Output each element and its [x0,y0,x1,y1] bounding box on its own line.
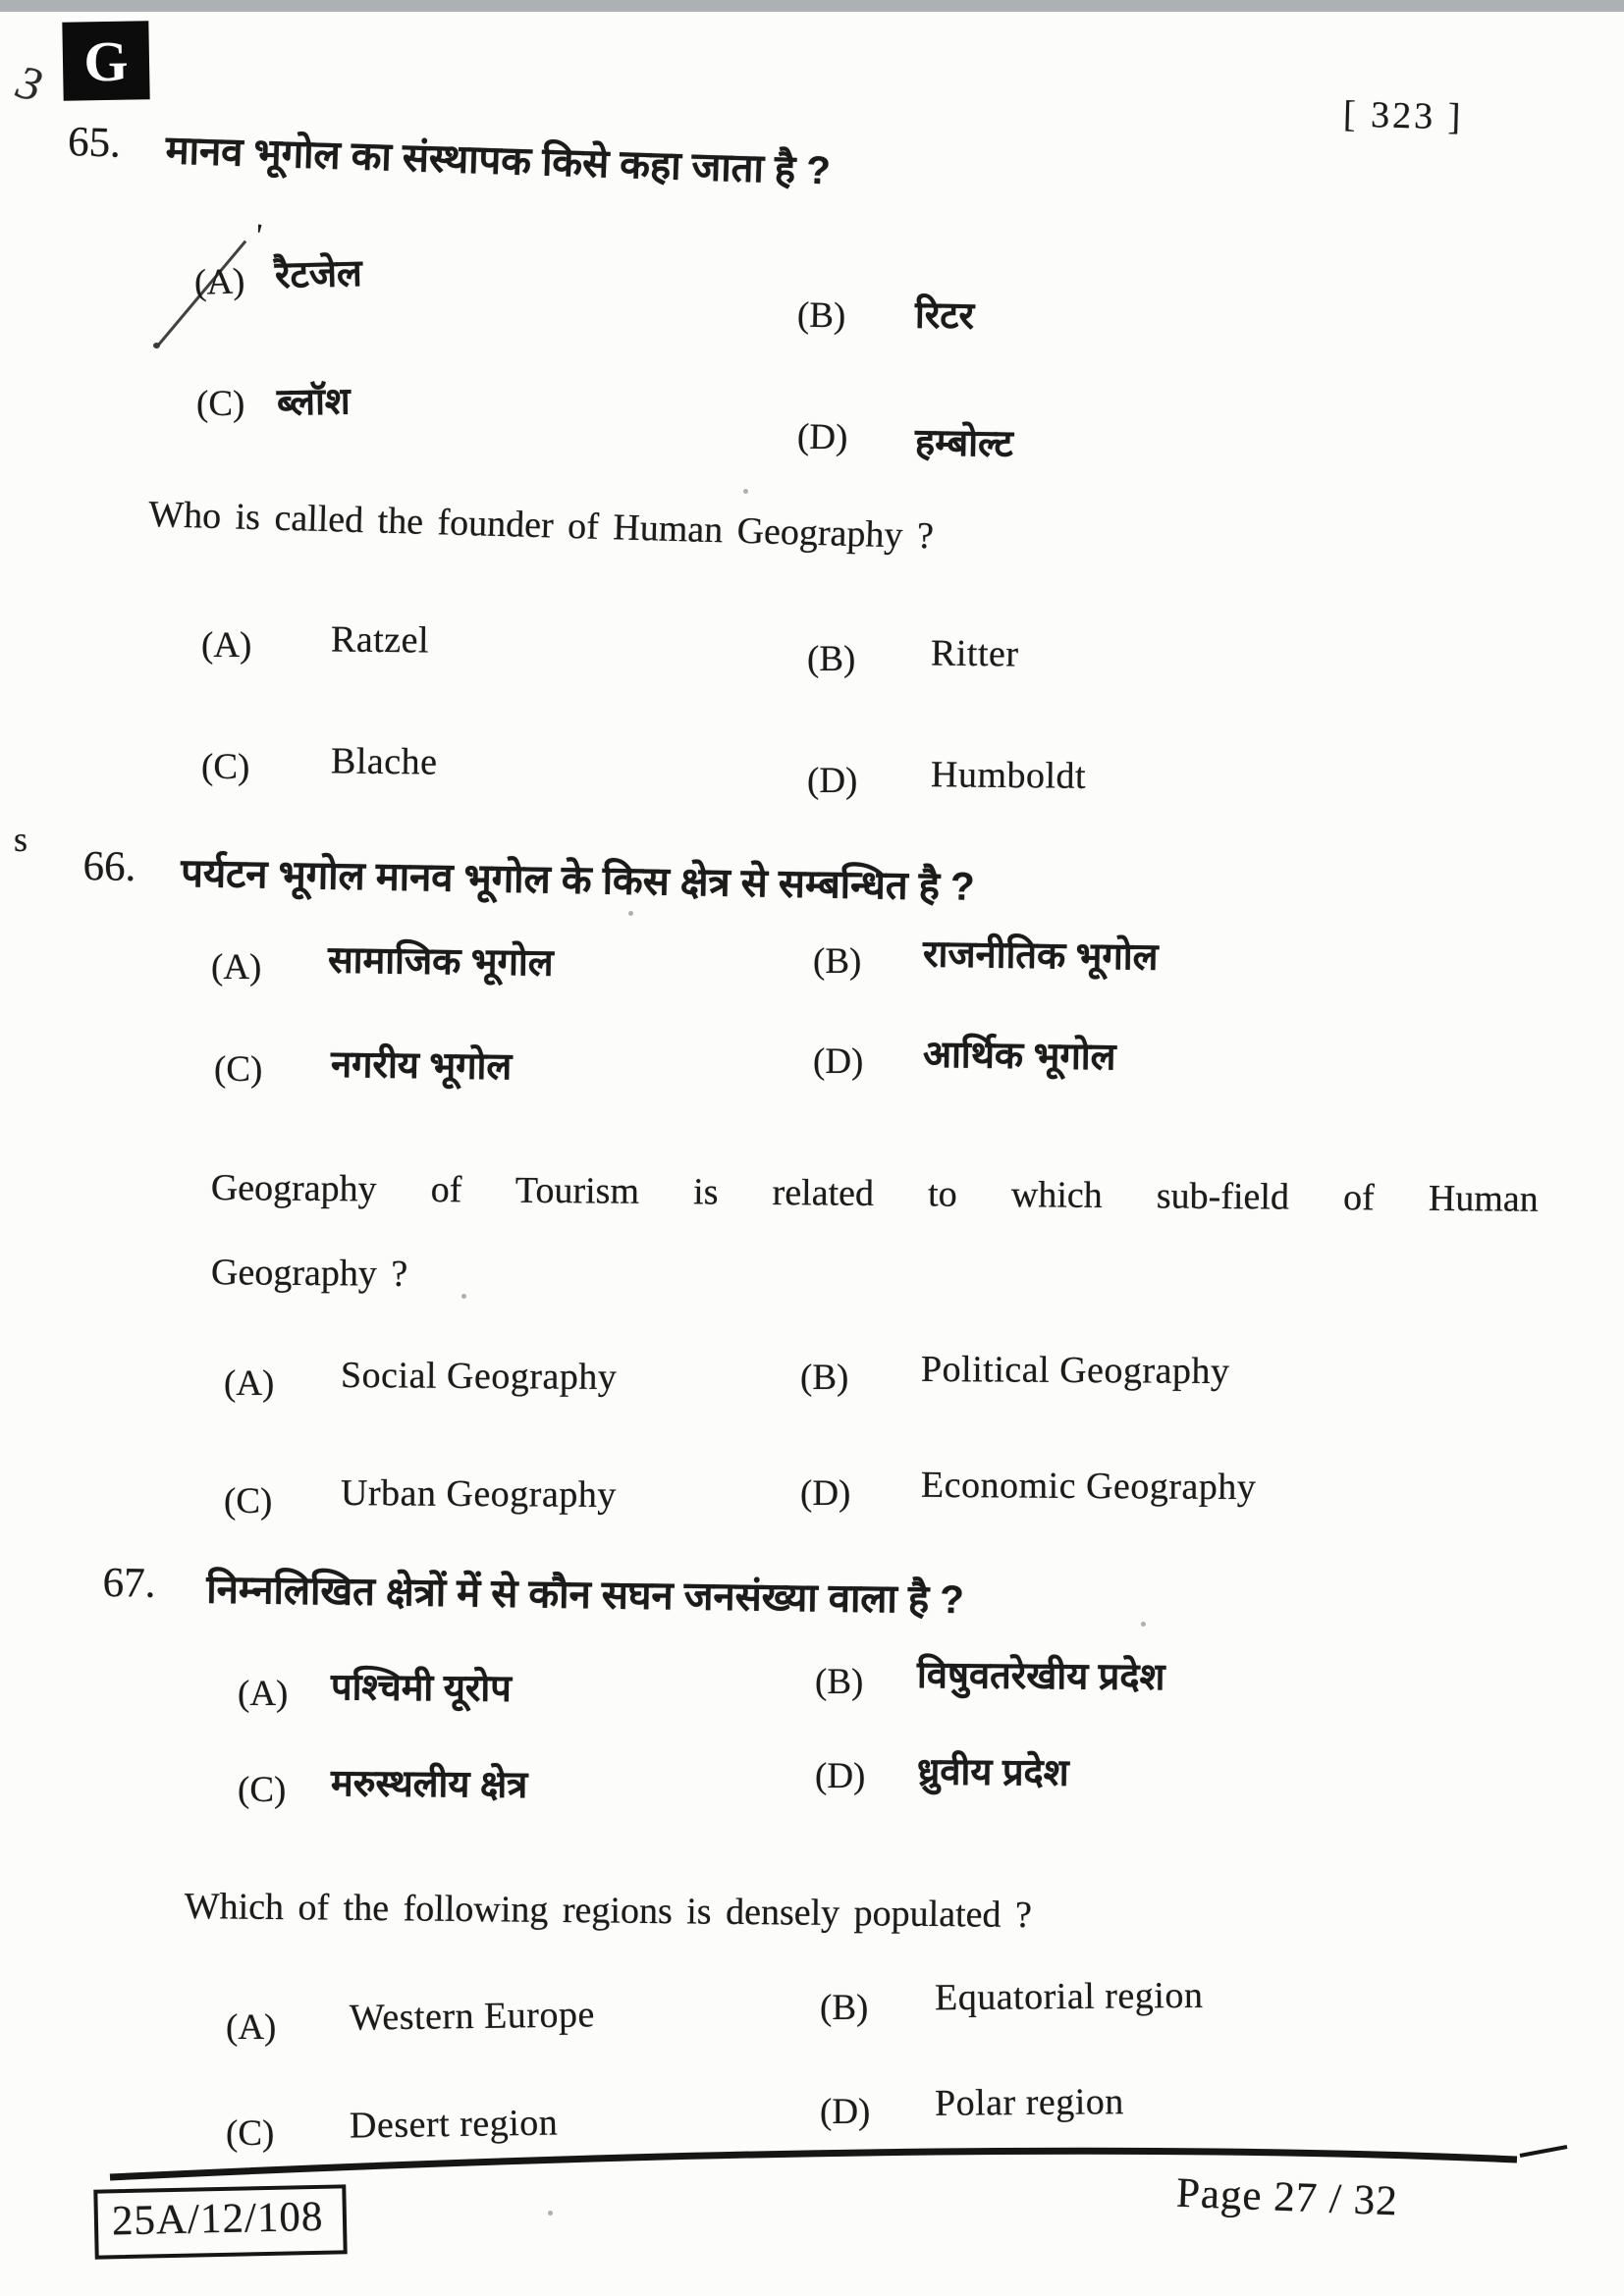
option-text-hindi: मरुस्थलीय क्षेत्र [330,1763,528,1806]
option-text-hindi: रिटर [914,294,975,338]
option-label: (B) [800,1358,849,1398]
option-text-english: Humboldt [930,754,1087,797]
option-label: (B) [796,294,846,337]
option-label: (A) [201,625,252,666]
option-label: (B) [807,639,856,679]
question-number: 65. [67,118,122,167]
option-text-hindi: नगरीय भूगोल [330,1043,513,1089]
scan-speck [628,911,633,916]
question-text-hindi: निम्नलिखित क्षेत्रों में से कौन सघन जनसंख्या वाला है ? [206,1568,965,1623]
english-question: Who is called the founder of Human Geography ? [147,493,935,558]
option-text-english: Polar region [934,2081,1124,2124]
option-label: (B) [815,1662,864,1702]
option-text-hindi: सामाजिक भूगोल [327,939,554,985]
question-66 [82,842,975,912]
option-label: (D) [796,416,848,458]
option-label: (A) [193,261,246,303]
option-text-english: Western Europe [349,1994,596,2039]
option-text-english: Desert region [349,2102,559,2147]
question-text-hindi: पर्यटन भूगोल मानव भूगोल के किस क्षेत्र से सम्बन्धित है ? [180,851,975,909]
option-text-english: Blache [330,740,438,783]
option-label: (C) [214,1049,263,1090]
handwritten-corner-mark: 3 [11,55,48,113]
option-label: (B) [813,941,862,982]
option-label: (C) [196,384,245,424]
option-label: (C) [226,2113,275,2154]
option-text-hindi: राजनीतिक भूगोल [922,934,1159,979]
page-indicator: Page 27 / 32 [1175,2169,1399,2225]
option-text-english: Ritter [930,632,1019,675]
option-label: (A) [211,947,262,988]
scan-speck [1141,1622,1146,1627]
option-label: (A) [224,1363,275,1404]
pen-dot [153,343,160,348]
option-text-hindi: पश्चिमी यूरोप [330,1667,513,1710]
scan-speck [548,2211,553,2216]
option-text-hindi: रैटजेल [274,252,363,297]
option-text-english: Social Geography [340,1355,618,1398]
option-label: (D) [820,2092,871,2132]
option-label: (D) [815,1756,866,1796]
option-text-hindi: ब्लॉश [276,381,352,424]
series-badge-letter: G [62,21,149,101]
booklet-code: 25A/12/108 [93,2184,348,2259]
option-text-english: Urban Geography [340,1472,617,1516]
option-label: (C) [224,1481,273,1522]
option-label: (A) [238,1674,289,1714]
option-label: (A) [226,2007,277,2048]
question-65 [67,118,831,195]
question-number: 66. [82,842,136,890]
question-text-hindi: मानव भूगोल का संस्थापक किसे कहा जाता है ? [165,129,832,193]
pen-tick-mark: ' [252,217,264,255]
english-question-line-1: Geography of Tourism is related to which sub-field of Human [210,1167,1539,1220]
scan-speck [461,1294,466,1299]
series-badge [62,21,149,101]
option-text-hindi: ध्रुवीय प्रदेश [916,1751,1069,1794]
option-text-hindi: हम्बोल्ट [914,422,1014,465]
scan-speck [743,489,748,494]
english-question-line-2: Geography ? [210,1252,408,1295]
option-label: (B) [820,1988,869,2028]
option-label: (D) [807,761,858,801]
option-label: (D) [800,1473,851,1514]
option-label: (D) [813,1041,864,1082]
option-text-hindi: आर्थिक भूगोल [922,1034,1116,1079]
option-label: (C) [201,747,250,787]
option-text-english: Economic Geography [920,1464,1257,1509]
option-text-hindi: विषुवतरेखीय प्रदेश [916,1654,1165,1699]
option-text-english: Ratzel [330,618,430,662]
english-question: Which of the following regions is densely populated ? [184,1886,1033,1937]
option-text-english: Equatorial region [934,1974,1204,2019]
scan-edge-band [0,0,1624,12]
question-number: 67. [102,1559,156,1607]
booklet-code-box [93,2184,348,2259]
question-67 [102,1559,964,1625]
page-reference-number: [ 323 ] [1342,93,1464,138]
margin-mark: s [14,820,28,859]
option-text-english: Political Geography [920,1348,1230,1393]
option-label: (C) [238,1770,287,1810]
